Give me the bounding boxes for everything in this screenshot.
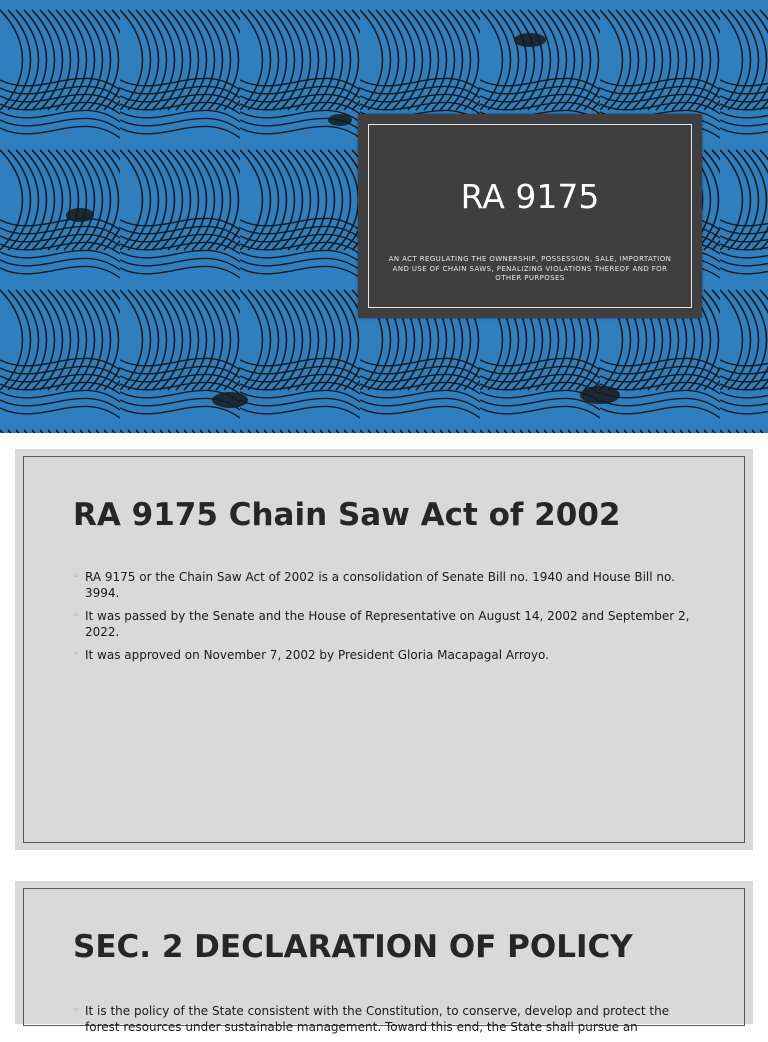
bullet-icon: ◦ <box>73 649 79 660</box>
bullet-icon: ◦ <box>73 1005 79 1016</box>
bullet-list <box>71 1003 701 1042</box>
bullet-icon: ◦ <box>73 571 79 582</box>
bullet-text: It was approved on November 7, 2002 by President Gloria Macapagal Arroyo. <box>85 648 549 662</box>
list-item <box>71 1003 701 1035</box>
slide-heading: SEC. 2 DECLARATION OF POLICY <box>73 929 633 965</box>
slide-subtitle: AN ACT REGULATING THE OWNERSHIP, POSSESSION, SALE, IMPORTATION AND USE OF CHAIN SAWS, PENALIZING VIOLATIONS THEREOF AND FOR OTHER PURPOSES <box>388 255 672 282</box>
bullet-icon: ◦ <box>73 610 79 621</box>
list-item <box>71 608 701 640</box>
title-box-frame <box>368 124 692 308</box>
content-slide-chain-saw-act <box>15 449 753 850</box>
bullet-text: RA 9175 or the Chain Saw Act of 2002 is a consolidation of Senate Bill no. 1940 and House Bill no. 3994. <box>85 570 675 600</box>
bullet-text: It was passed by the Senate and the House of Representative on August 14, 2002 and September 2, 2022. <box>85 609 690 639</box>
slide-title: RA 9175 <box>460 177 600 216</box>
bullet-text: It is the policy of the State consistent with the Constitution, to conserve, develop and protect the forest resources under sustainable management. Toward this end, the State shall pursue an <box>85 1004 670 1034</box>
list-item <box>71 647 701 663</box>
slide-heading: RA 9175 Chain Saw Act of 2002 <box>73 497 621 533</box>
list-item <box>71 569 701 601</box>
title-slide <box>0 0 768 433</box>
bullet-list <box>71 569 701 670</box>
content-slide-declaration-of-policy <box>15 881 753 1034</box>
title-box <box>358 114 702 318</box>
